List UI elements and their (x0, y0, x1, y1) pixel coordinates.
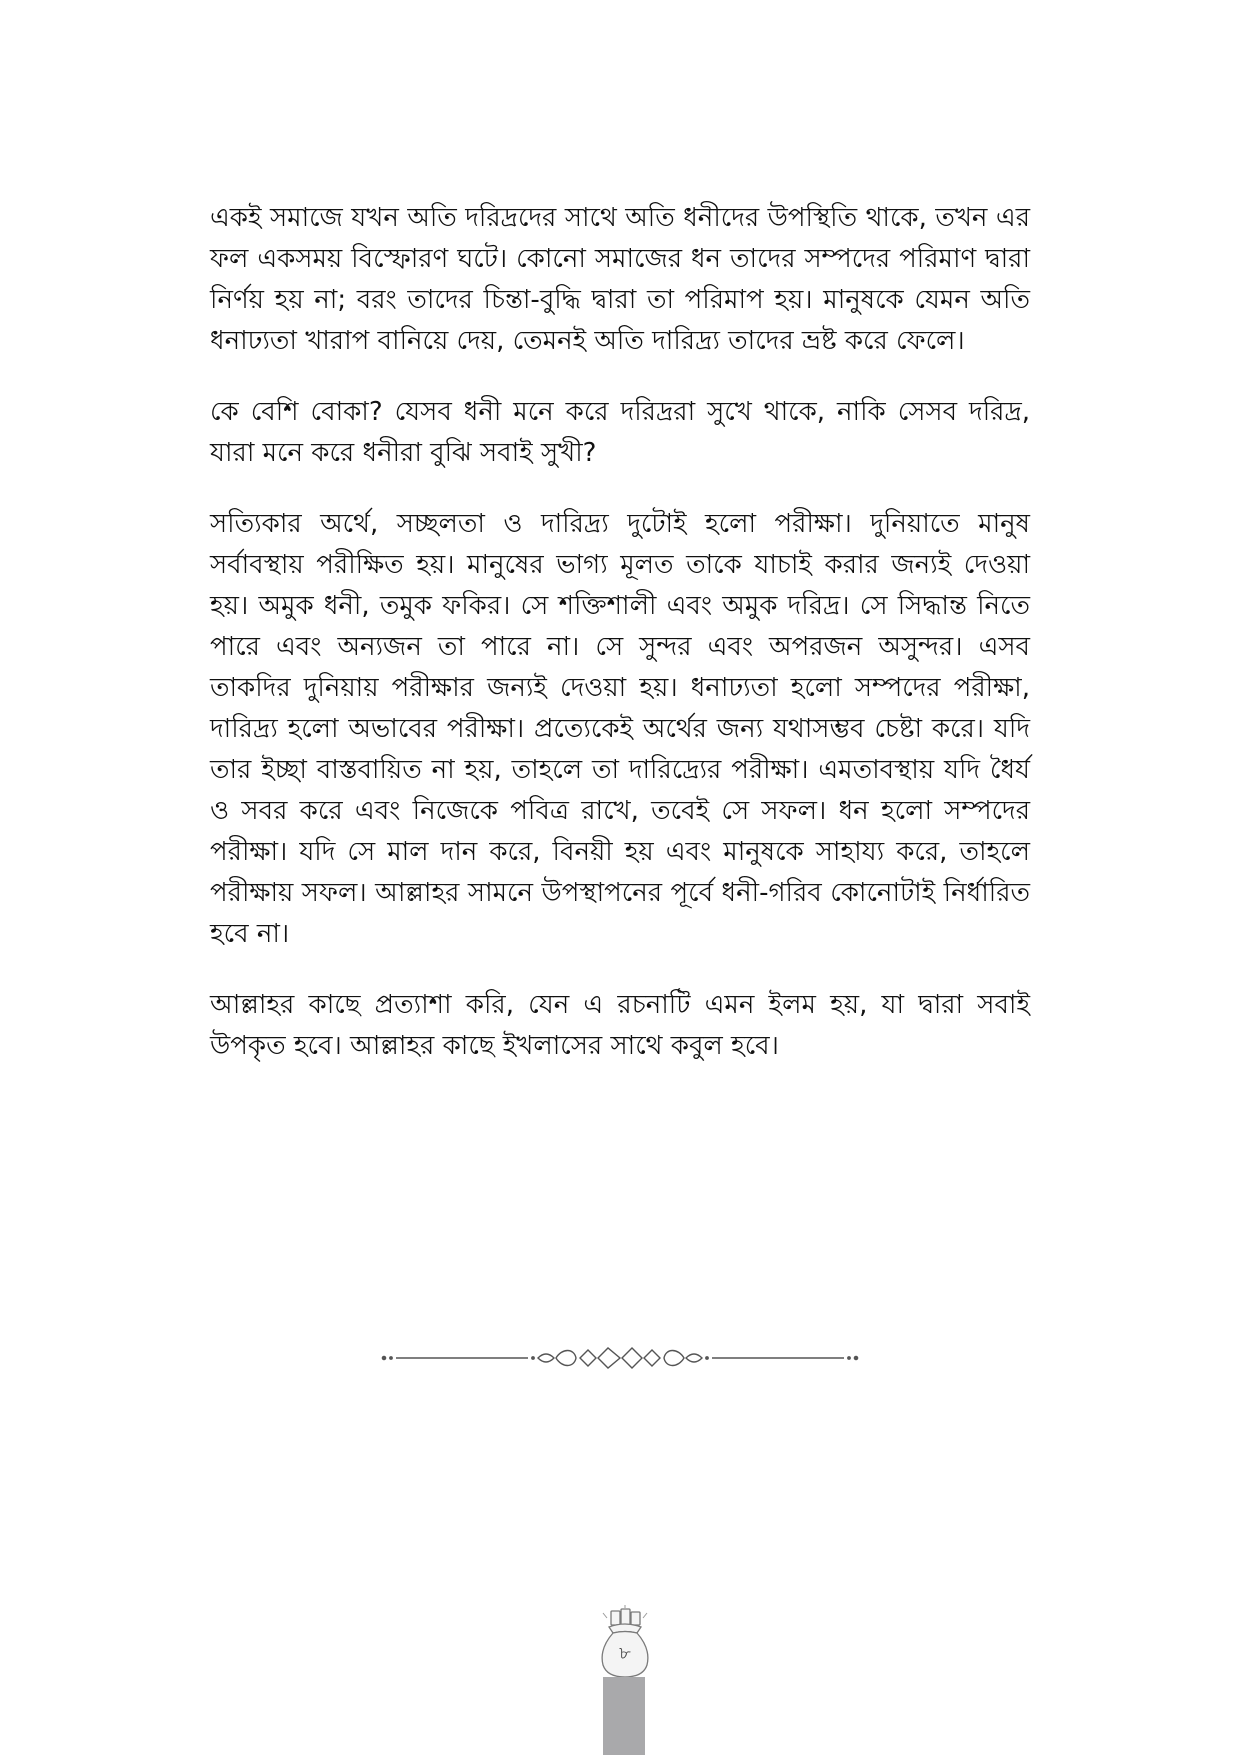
paragraph-2: কে বেশি বোকা? যেসব ধনী মনে করে দরিদ্ররা সুখে থাকে, নাকি সেসব দরিদ্র, যারা মনে করে ধনীরা বুঝি সবাই সুখী? (210, 397, 1030, 468)
paragraph-3: সত্যিকার অর্থে, সচ্ছলতা ও দারিদ্র্য দুটোই হলো পরীক্ষা। দুনিয়াতে মানুষ সর্বাবস্থায় পরীক্ষিত হয়। মানুষের ভাগ্য মূলত তাকে যাচাই করার জন্যই দেওয়া হয়। অমুক ধনী, তমুক ফকির। সে শক্তিশালী এবং অমুক দরিদ্র। সে সিদ্ধান্ত নিতে পারে এবং অন্যজন তা পারে না। সে সুন্দর এবং অপরজন অসুন্দর। এসব তাকদির দুনিয়ায় পরীক্ষার জন্যই দেওয়া হয়। ধনাঢ্যতা হলো সম্পদের পরীক্ষা, দারিদ্র্য হলো অভাবের পরীক্ষা। প্রত্যেকেই অর্থের জন্য যথাসম্ভব চেষ্টা করে। যদি তার ইচ্ছা বাস্তবায়িত না হয়, তাহলে তা দারিদ্র্যের পরীক্ষা। এমতাবস্থায় যদি ধৈর্য ও সবর করে এবং নিজেকে পবিত্র রাখে, তবেই সে সফল। ধন হলো সম্পদের পরীক্ষা। যদি সে মাল দান করে, বিনয়ী হয় এবং মানুষকে সাহায্য করে, তাহলে পরীক্ষায় সফল। আল্লাহর সামনে উপস্থাপনের পূর্বে ধনী-গরিব কোনোটাই নির্ধারিত হবে না। (210, 509, 1030, 949)
paragraph-4: আল্লাহর কাছে প্রত্যাশা করি, যেন এ রচনাটি এমন ইলম হয়, যা দ্বারা সবাই উপকৃত হবে। আল্লাহর কাছে ইখলাসের সাথে কবুল হবে। (210, 990, 1030, 1061)
paragraph-1: একই সমাজে যখন অতি দরিদ্রদের সাথে অতি ধনীদের উপস্থিতি থাকে, তখন এর ফল একসময় বিস্ফোরণ ঘটে। কোনো সমাজের ধন তাদের সম্পদের পরিমাণ দ্বারা নির্ণয় হয় না; বরং তাদের চিন্তা-বুদ্ধি দ্বারা তা পরিমাপ হয়। মানুষকে যেমন অতি ধনাঢ্যতা খারাপ বানিয়ে দেয়, তেমনই অতি দারিদ্র্য তাদের ভ্রষ্ট করে ফেলে। (210, 203, 1030, 356)
page-marker-bar (603, 1677, 645, 1755)
page-footer (585, 1605, 665, 1755)
section-divider-ornament (380, 1338, 860, 1378)
page-number: ৮ (619, 1643, 631, 1664)
body-text (210, 198, 1030, 1097)
